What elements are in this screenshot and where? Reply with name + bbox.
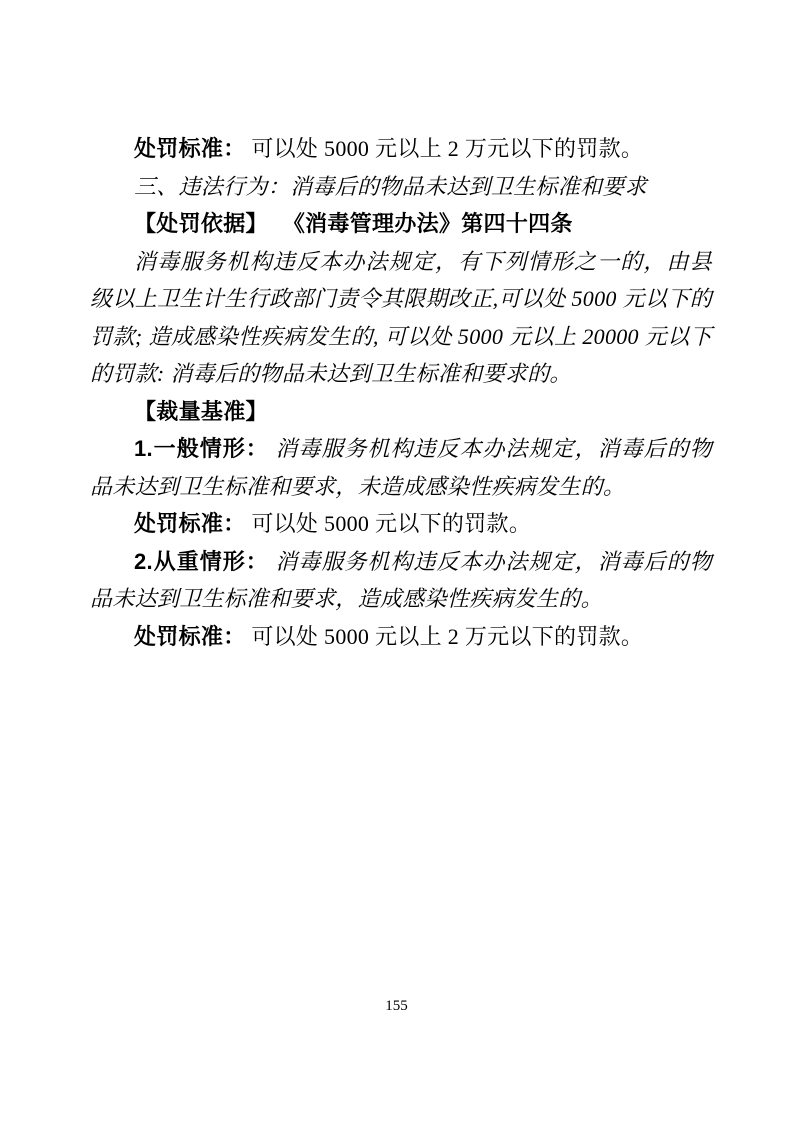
discretion-benchmark-label: 【裁量基准】 xyxy=(134,398,268,424)
penalty-standard-line xyxy=(90,130,712,168)
penalty-standard-label: 处罚标准： xyxy=(134,136,246,161)
penalty-standard-text: 可以处 5000 元以上 2 万元以下的罚款。 xyxy=(251,136,644,161)
law-excerpt-text: 消毒服务机构违反本办法规定，有下列情形之一的，由县级以上卫生计生行政部门责令其限期改正,可以处 5000 元以下的罚款; 造成感染性疾病发生的, 可以处 5000 元以上 20000 元以下的罚款: 消毒后的物品未达到卫生标准和要求的。 xyxy=(90,248,712,386)
aggravated-case-text: 消毒服务机构违反本办法规定，消毒后的物品未达到卫生标准和要求，造成感染性疾病发生的。 xyxy=(90,548,712,611)
penalty-basis-law-reference: 《消毒管理办法》第四十四条 xyxy=(293,211,573,236)
aggravated-case-label: 2.从重情形： xyxy=(134,548,269,574)
discretion-benchmark-heading xyxy=(90,393,712,431)
penalty-basis-label: 【处罚依据】 xyxy=(134,211,268,236)
general-case-penalty-text: 可以处 5000 元以下的罚款。 xyxy=(251,511,532,536)
violation-act-line xyxy=(90,168,712,206)
page-number: 155 xyxy=(385,998,408,1014)
general-case-text: 消毒服务机构违反本办法规定，消毒后的物品未达到卫生标准和要求，未造成感染性疾病发生的。 xyxy=(90,436,712,499)
general-case-penalty-line xyxy=(90,505,712,543)
aggravated-case-penalty-line xyxy=(90,618,712,656)
general-case-paragraph xyxy=(90,430,712,505)
penalty-basis-heading xyxy=(90,205,712,243)
aggravated-case-penalty-label: 处罚标准： xyxy=(134,623,246,649)
general-case-label: 1.一般情形： xyxy=(134,436,269,461)
law-excerpt-paragraph xyxy=(90,243,712,393)
aggravated-case-paragraph xyxy=(90,543,712,618)
document-body xyxy=(90,130,712,655)
violation-act-text: 三、违法行为：消毒后的物品未达到卫生标准和要求 xyxy=(134,173,647,199)
general-case-penalty-label: 处罚标准： xyxy=(134,511,246,536)
aggravated-case-penalty-text: 可以处 5000 元以上 2 万元以下的罚款。 xyxy=(251,623,644,649)
